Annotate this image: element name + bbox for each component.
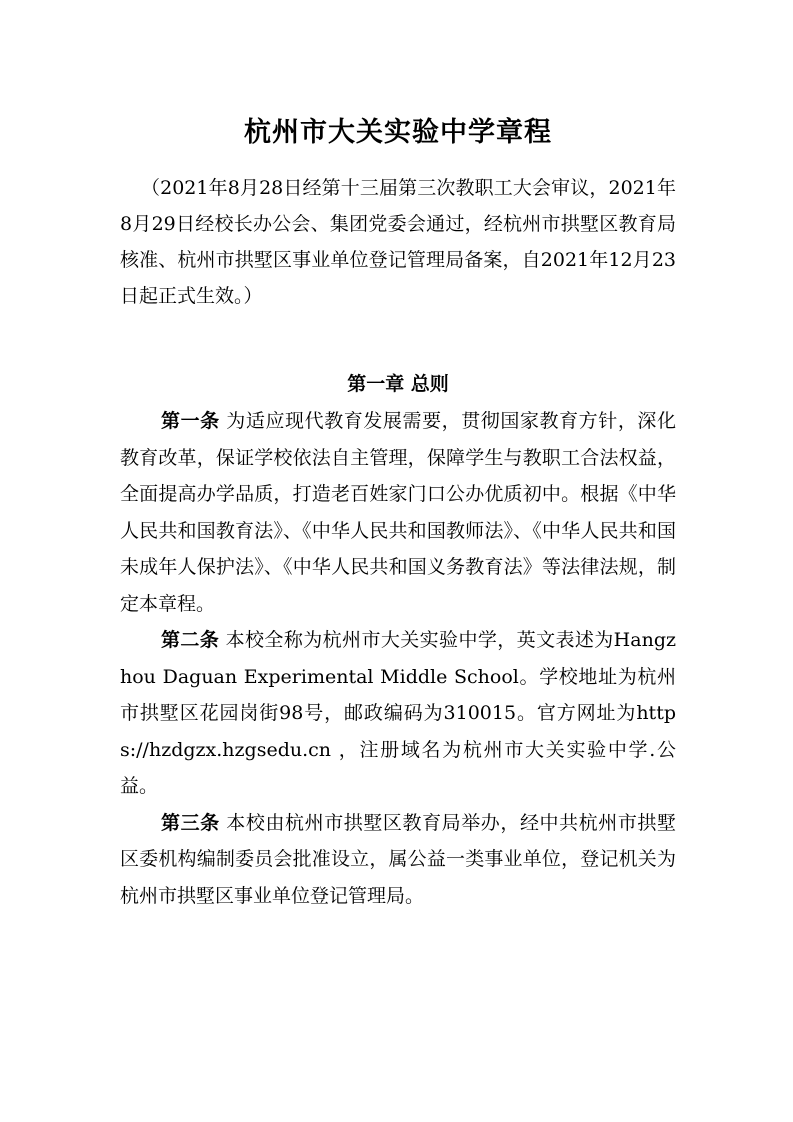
article-number: 第三条 [161,811,220,834]
article-text: 为适应现代教育发展需要，贯彻国家教育方针，深化教育改革，保证学校依法自主管理，保障学生与教职工合法权益，全面提高办学品质，打造老百姓家门口公办优质初中。根据《中华人民共和国教育法》、《中华人民共和国教师法》、《中华人民共和国未成年人保护法》、《中华人民共和国义务教育法》等法律法规，制定本章程。 [120,410,676,615]
document-page [120,108,676,914]
article-3 [120,805,676,915]
article-2 [120,622,676,805]
article-1 [120,403,676,622]
chapter-title: 第一章 总则 [347,373,449,395]
article-text: 本校全称为杭州市大关实验中学，英文表述为Hangzhou Daguan Experimental Middle School。学校地址为杭州市拱墅区花园岗街98号，邮政编码为310015。官方网址为https://hzdgzx.hzgsedu.cn ，注册域名为杭州市大关实验中学.公益。 [120,629,676,797]
article-number: 第一条 [161,410,220,432]
article-text: 本校由杭州市拱墅区教育局举办，经中共杭州市拱墅区委机构编制委员会批准设立，属公益一类事业单位，登记机关为杭州市拱墅区事业单位登记管理局。 [120,811,676,907]
article-number: 第二条 [161,629,220,651]
document-title: 杭州市大关实验中学章程 [244,117,552,148]
approval-note: （2021年8月28日经第十三届第三次教职工大会审议，2021年8月29日经校长办公会、集团党委会通过，经杭州市拱墅区教育局核准、杭州市拱墅区事业单位登记管理局备案，自2021年12月23日起正式生效。） [120,177,676,307]
